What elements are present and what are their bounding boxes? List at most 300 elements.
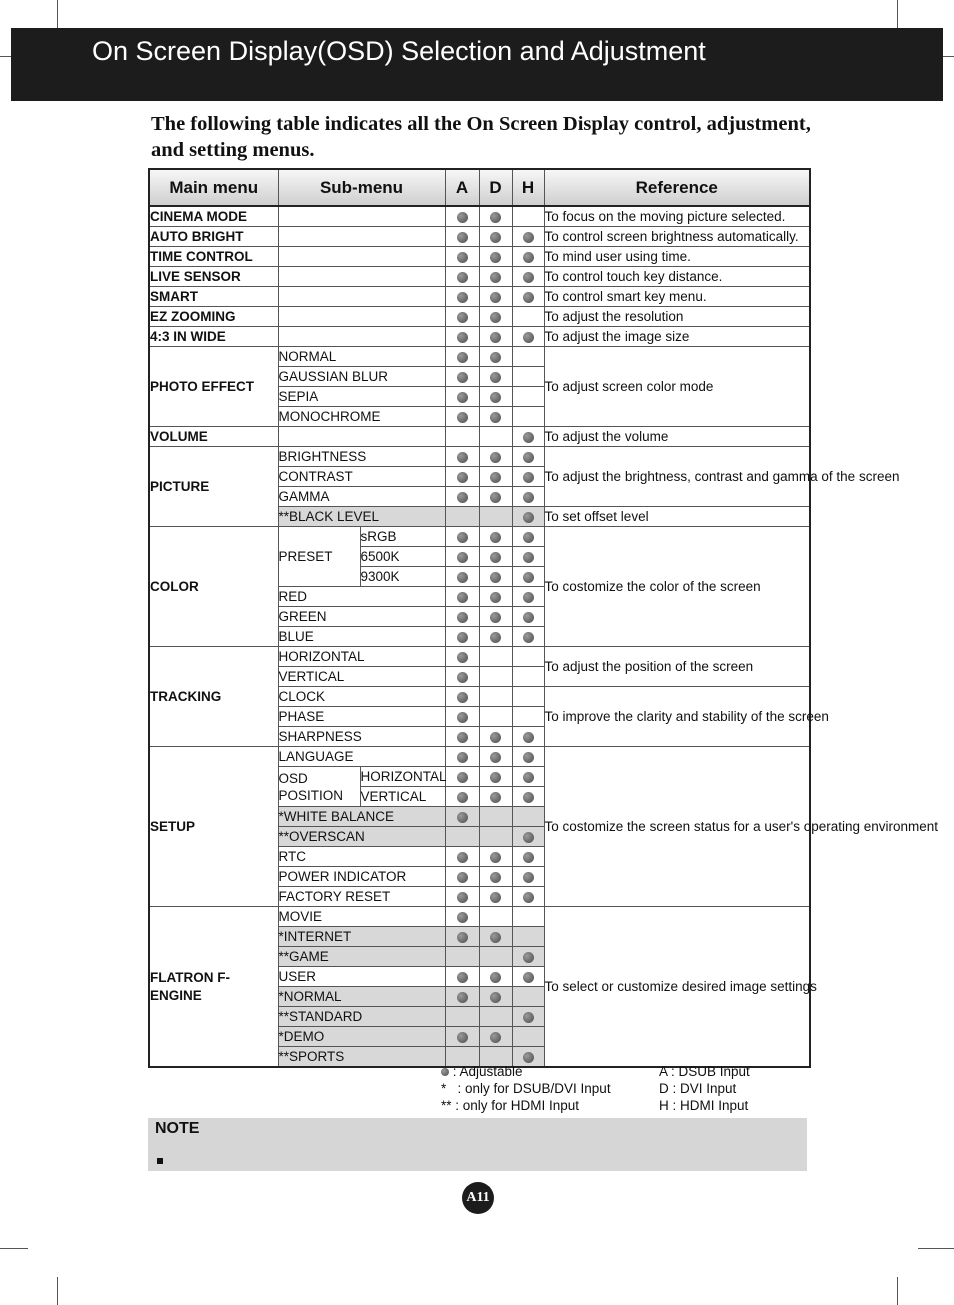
- adjustable-dot-icon: [490, 472, 501, 483]
- sub-menu-cell: LANGUAGE: [278, 747, 445, 767]
- a-cell: [445, 787, 479, 807]
- sub-menu-cell: CONTRAST: [278, 467, 445, 487]
- table-row: [149, 307, 810, 327]
- table-row: [149, 327, 810, 347]
- adjustable-dot-icon: [523, 972, 534, 983]
- h-cell: [512, 527, 544, 547]
- d-cell: [479, 347, 512, 367]
- main-menu-cell: LIVE SENSOR: [149, 267, 278, 287]
- adjustable-dot-icon: [490, 892, 501, 903]
- table-row: [149, 347, 810, 367]
- reference-cell: To control smart key menu.: [544, 287, 810, 307]
- reference-cell: To improve the clarity and stability of the screen: [544, 687, 810, 747]
- adjustable-dot-icon: [523, 592, 534, 603]
- d-cell: [479, 547, 512, 567]
- table-row: [149, 267, 810, 287]
- main-menu-cell: CINEMA MODE: [149, 206, 278, 227]
- adjustable-dot-icon: [457, 312, 468, 323]
- h-cell: [512, 547, 544, 567]
- header-h: H: [512, 169, 544, 206]
- reference-cell: To adjust screen color mode: [544, 347, 810, 427]
- h-cell: [512, 447, 544, 467]
- sub-menu-cell: MOVIE: [278, 907, 445, 927]
- adjustable-dot-icon: [490, 592, 501, 603]
- main-menu-cell: AUTO BRIGHT: [149, 227, 278, 247]
- h-cell: [512, 327, 544, 347]
- a-cell: [445, 707, 479, 727]
- a-cell: [445, 647, 479, 667]
- h-cell: [512, 747, 544, 767]
- adjustable-dot-icon: [523, 752, 534, 763]
- adjustable-dot-icon: [457, 992, 468, 1003]
- d-cell: [479, 787, 512, 807]
- a-cell: [445, 907, 479, 927]
- adjustable-dot-icon: [523, 732, 534, 743]
- h-cell: [512, 507, 544, 527]
- adjustable-dot-icon: [490, 872, 501, 883]
- a-cell: [445, 847, 479, 867]
- adjustable-dot-icon: [457, 332, 468, 343]
- adjustable-dot-icon: [523, 532, 534, 543]
- h-cell: [512, 467, 544, 487]
- adjustable-dot-icon: [490, 312, 501, 323]
- adjustable-dot-icon: [457, 692, 468, 703]
- legend-d: D : DVI Input: [659, 1081, 737, 1096]
- page-title: On Screen Display(OSD) Selection and Adjustment: [92, 36, 706, 66]
- main-menu-cell: COLOR: [149, 527, 278, 647]
- adjustable-dot-icon: [490, 972, 501, 983]
- adjustable-dot-icon: [523, 452, 534, 463]
- d-cell: [479, 667, 512, 687]
- sub-menu-cell: HORIZONTAL: [278, 647, 445, 667]
- a-cell: [445, 587, 479, 607]
- adjustable-dot-icon: [490, 772, 501, 783]
- a-cell: [445, 547, 479, 567]
- adjustable-dot-icon: [490, 732, 501, 743]
- legend-right: [659, 1063, 750, 1114]
- a-cell: [445, 1027, 479, 1047]
- adjustable-dot-icon: [490, 612, 501, 623]
- reference-cell: To costomize the color of the screen: [544, 527, 810, 647]
- a-cell: [445, 407, 479, 427]
- adjustable-dot-icon: [523, 832, 534, 843]
- legend-double-star: ** : only for HDMI Input: [441, 1098, 580, 1113]
- adjustable-dot-icon: [457, 772, 468, 783]
- h-cell: [512, 487, 544, 507]
- h-cell: [512, 647, 544, 667]
- adjustable-dot-icon: [490, 752, 501, 763]
- sub-menu-cell: OSD POSITION: [278, 767, 360, 807]
- adjustable-dot-icon: [457, 552, 468, 563]
- sub-menu-cell: GREEN: [278, 607, 445, 627]
- sub-menu-cell: PHASE: [278, 707, 445, 727]
- d-cell: [479, 567, 512, 587]
- sub-menu-cell: [278, 227, 445, 247]
- adjustable-dot-icon: [490, 372, 501, 383]
- table-row: [149, 907, 810, 927]
- a-cell: [445, 387, 479, 407]
- h-cell: [512, 587, 544, 607]
- sub-menu-cell: **BLACK LEVEL: [278, 507, 445, 527]
- reference-cell: To adjust the image size: [544, 327, 810, 347]
- adjustable-dot-icon: [457, 572, 468, 583]
- adjustable-dot-icon: [490, 852, 501, 863]
- adjustable-dot-icon: [490, 552, 501, 563]
- adjustable-dot-icon: [457, 252, 468, 263]
- page-number-badge: A11: [462, 1182, 494, 1214]
- adjustable-dot-icon: [441, 1068, 449, 1076]
- a-cell: [445, 447, 479, 467]
- crop-mark: [943, 56, 954, 57]
- adjustable-dot-icon: [457, 612, 468, 623]
- adjustable-dot-icon: [457, 352, 468, 363]
- h-cell: [512, 427, 544, 447]
- adjustable-dot-icon: [490, 992, 501, 1003]
- reference-cell: To adjust the resolution: [544, 307, 810, 327]
- adjustable-dot-icon: [523, 892, 534, 903]
- a-cell: [445, 727, 479, 747]
- d-cell: [479, 967, 512, 987]
- sub-menu-cell: *WHITE BALANCE: [278, 807, 445, 827]
- adjustable-dot-icon: [523, 612, 534, 623]
- table-row: [149, 747, 810, 767]
- table-row: [149, 247, 810, 267]
- sub-menu-cell: **GAME: [278, 947, 445, 967]
- d-cell: [479, 367, 512, 387]
- d-cell: [479, 467, 512, 487]
- d-cell: [479, 647, 512, 667]
- a-cell: [445, 887, 479, 907]
- adjustable-dot-icon: [523, 492, 534, 503]
- d-cell: [479, 227, 512, 247]
- d-cell: [479, 927, 512, 947]
- d-cell: [479, 1027, 512, 1047]
- h-cell: [512, 707, 544, 727]
- reference-cell: To focus on the moving picture selected.: [544, 206, 810, 227]
- a-cell: [445, 307, 479, 327]
- sub-menu-cell: GAMMA: [278, 487, 445, 507]
- legend-single-star: * : only for DSUB/DVI Input: [441, 1081, 611, 1096]
- a-cell: [445, 206, 479, 227]
- table-row: [149, 227, 810, 247]
- h-cell: [512, 407, 544, 427]
- table-row: [149, 527, 810, 547]
- legend-h: H : HDMI Input: [659, 1098, 749, 1113]
- d-cell: [479, 627, 512, 647]
- d-cell: [479, 867, 512, 887]
- adjustable-dot-icon: [523, 232, 534, 243]
- h-cell: [512, 287, 544, 307]
- adjustable-dot-icon: [490, 572, 501, 583]
- sub-menu-cell: POWER INDICATOR: [278, 867, 445, 887]
- reference-cell: To mind user using time.: [544, 247, 810, 267]
- adjustable-dot-icon: [523, 1052, 534, 1063]
- d-cell: [479, 447, 512, 467]
- adjustable-dot-icon: [457, 1032, 468, 1043]
- h-cell: [512, 667, 544, 687]
- table-row: [149, 206, 810, 227]
- header-main-menu: Main menu: [149, 169, 278, 206]
- a-cell: [445, 687, 479, 707]
- adjustable-dot-icon: [457, 452, 468, 463]
- sub-menu-cell: PRESET: [278, 527, 360, 587]
- d-cell: [479, 507, 512, 527]
- h-cell: [512, 247, 544, 267]
- sub-menu-cell: **OVERSCAN: [278, 827, 445, 847]
- d-cell: [479, 807, 512, 827]
- crop-mark: [897, 1277, 898, 1305]
- a-cell: [445, 427, 479, 447]
- d-cell: [479, 407, 512, 427]
- reference-cell: To adjust the brightness, contrast and gamma of the screen: [544, 447, 810, 507]
- adjustable-dot-icon: [490, 392, 501, 403]
- adjustable-dot-icon: [523, 552, 534, 563]
- a-cell: [445, 247, 479, 267]
- a-cell: [445, 867, 479, 887]
- d-cell: [479, 687, 512, 707]
- adjustable-dot-icon: [523, 572, 534, 583]
- adjustable-dot-icon: [490, 252, 501, 263]
- bullet-icon: [157, 1158, 163, 1164]
- header-reference: Reference: [544, 169, 810, 206]
- h-cell: [512, 627, 544, 647]
- h-cell: [512, 807, 544, 827]
- d-cell: [479, 487, 512, 507]
- sub-menu-cell: [278, 427, 445, 447]
- d-cell: [479, 827, 512, 847]
- d-cell: [479, 587, 512, 607]
- main-menu-cell: PICTURE: [149, 447, 278, 527]
- d-cell: [479, 747, 512, 767]
- h-cell: [512, 1007, 544, 1027]
- sub-menu-cell: SHARPNESS: [278, 727, 445, 747]
- adjustable-dot-icon: [457, 532, 468, 543]
- h-cell: [512, 567, 544, 587]
- h-cell: [512, 847, 544, 867]
- legend-left: [441, 1063, 611, 1114]
- sub-menu-cell: BRIGHTNESS: [278, 447, 445, 467]
- adjustable-dot-icon: [457, 632, 468, 643]
- adjustable-dot-icon: [457, 412, 468, 423]
- header-row: [149, 169, 810, 206]
- sub-menu-cell: **SPORTS: [278, 1047, 445, 1068]
- adjustable-dot-icon: [523, 1012, 534, 1023]
- adjustable-dot-icon: [457, 492, 468, 503]
- adjustable-dot-icon: [523, 872, 534, 883]
- a-cell: [445, 1007, 479, 1027]
- adjustable-dot-icon: [523, 792, 534, 803]
- header-sub-menu: Sub-menu: [278, 169, 445, 206]
- adjustable-dot-icon: [457, 972, 468, 983]
- sub-menu-cell: MONOCHROME: [278, 407, 445, 427]
- note-box: [148, 1118, 807, 1171]
- adjustable-dot-icon: [457, 392, 468, 403]
- main-menu-cell: SMART: [149, 287, 278, 307]
- table-row: [149, 447, 810, 467]
- crop-mark: [57, 0, 58, 28]
- a-cell: [445, 927, 479, 947]
- adjustable-dot-icon: [490, 212, 501, 223]
- main-menu-cell: EZ ZOOMING: [149, 307, 278, 327]
- h-cell: [512, 367, 544, 387]
- adjustable-dot-icon: [457, 812, 468, 823]
- adjustable-dot-icon: [523, 952, 534, 963]
- a-cell: [445, 627, 479, 647]
- adjustable-dot-icon: [457, 292, 468, 303]
- table-row: [149, 647, 810, 667]
- a-cell: [445, 967, 479, 987]
- adjustable-dot-icon: [457, 592, 468, 603]
- a-cell: [445, 987, 479, 1007]
- d-cell: [479, 887, 512, 907]
- adjustable-dot-icon: [457, 732, 468, 743]
- h-cell: [512, 687, 544, 707]
- reference-cell: To control screen brightness automatically.: [544, 227, 810, 247]
- sub-menu-cell: USER: [278, 967, 445, 987]
- note-title: NOTE: [155, 1120, 200, 1137]
- adjustable-dot-icon: [457, 792, 468, 803]
- adjustable-dot-icon: [523, 512, 534, 523]
- crop-mark: [57, 1277, 58, 1305]
- legend-a: A : DSUB Input: [659, 1064, 750, 1079]
- adjustable-dot-icon: [523, 252, 534, 263]
- adjustable-dot-icon: [457, 872, 468, 883]
- header-d: D: [479, 169, 512, 206]
- adjustable-dot-icon: [457, 372, 468, 383]
- h-cell: [512, 767, 544, 787]
- adjustable-dot-icon: [523, 292, 534, 303]
- a-cell: [445, 747, 479, 767]
- d-cell: [479, 1007, 512, 1027]
- sub-menu-cell: RED: [278, 587, 445, 607]
- osd-table: [148, 168, 939, 1068]
- d-cell: [479, 287, 512, 307]
- main-menu-cell: FLATRON F-ENGINE: [149, 907, 278, 1068]
- header-a: A: [445, 169, 479, 206]
- h-cell: [512, 1027, 544, 1047]
- h-cell: [512, 987, 544, 1007]
- a-cell: [445, 467, 479, 487]
- adjustable-dot-icon: [523, 772, 534, 783]
- sub-menu-cell: RTC: [278, 847, 445, 867]
- sub-menu-cell: [278, 307, 445, 327]
- d-cell: [479, 727, 512, 747]
- d-cell: [479, 987, 512, 1007]
- adjustable-dot-icon: [523, 472, 534, 483]
- h-cell: [512, 947, 544, 967]
- sub-menu-cell: VERTICAL: [278, 667, 445, 687]
- a-cell: [445, 507, 479, 527]
- adjustable-dot-icon: [457, 212, 468, 223]
- adjustable-dot-icon: [457, 752, 468, 763]
- legend-adjustable: [441, 1063, 611, 1080]
- h-cell: [512, 967, 544, 987]
- adjustable-dot-icon: [490, 332, 501, 343]
- table-row: [149, 427, 810, 447]
- adjustable-dot-icon: [457, 652, 468, 663]
- main-menu-cell: 4:3 IN WIDE: [149, 327, 278, 347]
- adjustable-dot-icon: [490, 632, 501, 643]
- sub-menu-option-cell: 9300K: [360, 567, 445, 587]
- adjustable-dot-icon: [457, 892, 468, 903]
- reference-cell: To set offset level: [544, 507, 810, 527]
- adjustable-dot-icon: [523, 272, 534, 283]
- h-cell: [512, 227, 544, 247]
- d-cell: [479, 387, 512, 407]
- reference-cell: To control touch key distance.: [544, 267, 810, 287]
- adjustable-dot-icon: [490, 412, 501, 423]
- adjustable-dot-icon: [457, 272, 468, 283]
- a-cell: [445, 487, 479, 507]
- adjustable-dot-icon: [457, 852, 468, 863]
- h-cell: [512, 727, 544, 747]
- reference-cell: To adjust the volume: [544, 427, 810, 447]
- adjustable-dot-icon: [523, 432, 534, 443]
- sub-menu-cell: *INTERNET: [278, 927, 445, 947]
- reference-cell: To costomize the screen status for a user's operating environment: [544, 747, 810, 907]
- main-menu-cell: VOLUME: [149, 427, 278, 447]
- sub-menu-option-cell: 6500K: [360, 547, 445, 567]
- d-cell: [479, 427, 512, 447]
- adjustable-dot-icon: [490, 452, 501, 463]
- legend-adjustable-text: : Adjustable: [452, 1064, 523, 1079]
- sub-menu-option-cell: sRGB: [360, 527, 445, 547]
- adjustable-dot-icon: [457, 712, 468, 723]
- h-cell: [512, 607, 544, 627]
- table-row: [149, 287, 810, 307]
- adjustable-dot-icon: [490, 272, 501, 283]
- sub-menu-cell: [278, 287, 445, 307]
- sub-menu-cell: [278, 327, 445, 347]
- adjustable-dot-icon: [523, 332, 534, 343]
- adjustable-dot-icon: [457, 912, 468, 923]
- d-cell: [479, 307, 512, 327]
- a-cell: [445, 827, 479, 847]
- h-cell: [512, 887, 544, 907]
- d-cell: [479, 847, 512, 867]
- crop-mark: [918, 1248, 954, 1249]
- crop-mark: [897, 0, 898, 28]
- sub-menu-cell: CLOCK: [278, 687, 445, 707]
- sub-menu-cell: NORMAL: [278, 347, 445, 367]
- crop-mark: [0, 1248, 28, 1249]
- sub-menu-cell: **STANDARD: [278, 1007, 445, 1027]
- h-cell: [512, 307, 544, 327]
- sub-menu-cell: [278, 206, 445, 227]
- adjustable-dot-icon: [457, 232, 468, 243]
- adjustable-dot-icon: [490, 352, 501, 363]
- d-cell: [479, 527, 512, 547]
- adjustable-dot-icon: [457, 472, 468, 483]
- h-cell: [512, 927, 544, 947]
- sub-menu-cell: *NORMAL: [278, 987, 445, 1007]
- a-cell: [445, 267, 479, 287]
- main-menu-cell: TRACKING: [149, 647, 278, 747]
- d-cell: [479, 707, 512, 727]
- a-cell: [445, 767, 479, 787]
- a-cell: [445, 527, 479, 547]
- adjustable-dot-icon: [490, 532, 501, 543]
- h-cell: [512, 787, 544, 807]
- sub-menu-cell: GAUSSIAN BLUR: [278, 367, 445, 387]
- sub-menu-cell: SEPIA: [278, 387, 445, 407]
- h-cell: [512, 347, 544, 367]
- a-cell: [445, 667, 479, 687]
- d-cell: [479, 767, 512, 787]
- a-cell: [445, 947, 479, 967]
- adjustable-dot-icon: [490, 932, 501, 943]
- a-cell: [445, 327, 479, 347]
